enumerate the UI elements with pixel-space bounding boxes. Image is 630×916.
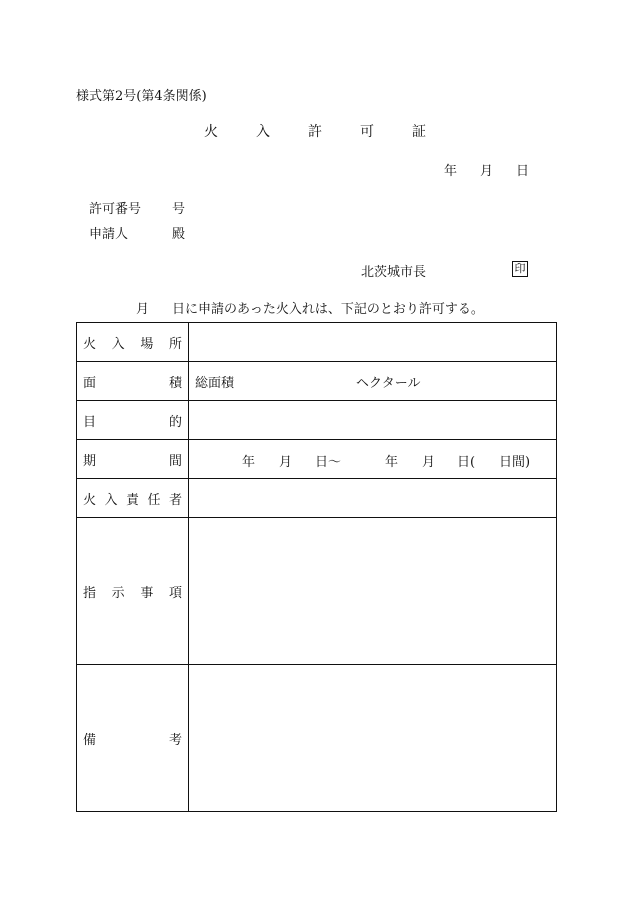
date-year: 年 (444, 164, 458, 179)
label-char: 期 (83, 453, 97, 469)
label-char: 入 (104, 492, 118, 508)
label-char: 任 (147, 492, 161, 508)
date-month: 月 (480, 164, 494, 179)
responsible-field[interactable] (189, 479, 557, 518)
label-char: 面 (83, 375, 97, 391)
row-purpose (77, 401, 557, 440)
start-day: 日〜 (315, 455, 342, 470)
title-char: 証 (412, 124, 426, 140)
label-char: 火 (83, 336, 97, 352)
label-char: 目 (83, 414, 97, 430)
instructions-label (77, 518, 189, 665)
hectare-unit: ヘクタール (356, 375, 421, 391)
row-remarks (77, 665, 557, 812)
end-month: 月 (422, 455, 436, 470)
statement-month: 月 (136, 302, 150, 317)
date-day: 日 (516, 164, 530, 179)
statement-text: 日に申請のあった火入れは、下記のとおり許可する。 (172, 302, 484, 317)
label-char: 積 (168, 375, 182, 391)
period-label (77, 440, 189, 479)
label-char: 示 (111, 585, 125, 601)
permit-details-table (76, 322, 557, 812)
remarks-field[interactable] (189, 665, 557, 812)
label-char: 場 (140, 336, 154, 352)
permit-number-suffix: 号 (172, 202, 186, 217)
label-char: 者 (168, 492, 182, 508)
form-number: 様式第2号(第4条関係) (76, 89, 207, 104)
row-location (77, 323, 557, 362)
duration-days: 日間) (499, 455, 531, 470)
row-period (77, 440, 557, 479)
location-label (77, 323, 189, 362)
title-char: 火 (204, 124, 218, 140)
label-char: 事 (140, 585, 154, 601)
start-year: 年 (242, 455, 256, 470)
title-char: 許 (308, 124, 322, 140)
remarks-label (77, 665, 189, 812)
label-char: 責 (125, 492, 139, 508)
issuer-name: 北茨城市長 (361, 265, 427, 280)
responsible-label (77, 479, 189, 518)
label-char: 考 (168, 732, 182, 748)
permit-number-label: 許可番号 (89, 202, 142, 217)
area-field[interactable] (189, 362, 557, 401)
location-field[interactable] (189, 323, 557, 362)
row-responsible (77, 479, 557, 518)
label-char: 指 (83, 585, 97, 601)
label-char: 所 (168, 336, 182, 352)
purpose-field[interactable] (189, 401, 557, 440)
label-char: 火 (83, 492, 97, 508)
end-year: 年 (385, 455, 399, 470)
row-instructions (77, 518, 557, 665)
period-field[interactable] (189, 440, 557, 479)
row-area (77, 362, 557, 401)
label-char: 間 (168, 453, 182, 469)
end-day: 日( (457, 455, 476, 470)
applicant-label: 申請人 (89, 227, 129, 242)
purpose-label (77, 401, 189, 440)
title-char: 可 (360, 124, 374, 140)
area-label (77, 362, 189, 401)
label-char: 項 (168, 585, 182, 601)
label-char: 入 (111, 336, 125, 352)
document-title (0, 121, 630, 141)
applicant-suffix: 殿 (172, 227, 186, 242)
label-char: 的 (168, 414, 182, 430)
seal-mark: 印 (512, 261, 528, 277)
start-month: 月 (279, 455, 293, 470)
label-char: 備 (83, 732, 97, 748)
title-char: 入 (256, 124, 270, 140)
total-area-label: 総面積 (195, 375, 235, 391)
instructions-field[interactable] (189, 518, 557, 665)
